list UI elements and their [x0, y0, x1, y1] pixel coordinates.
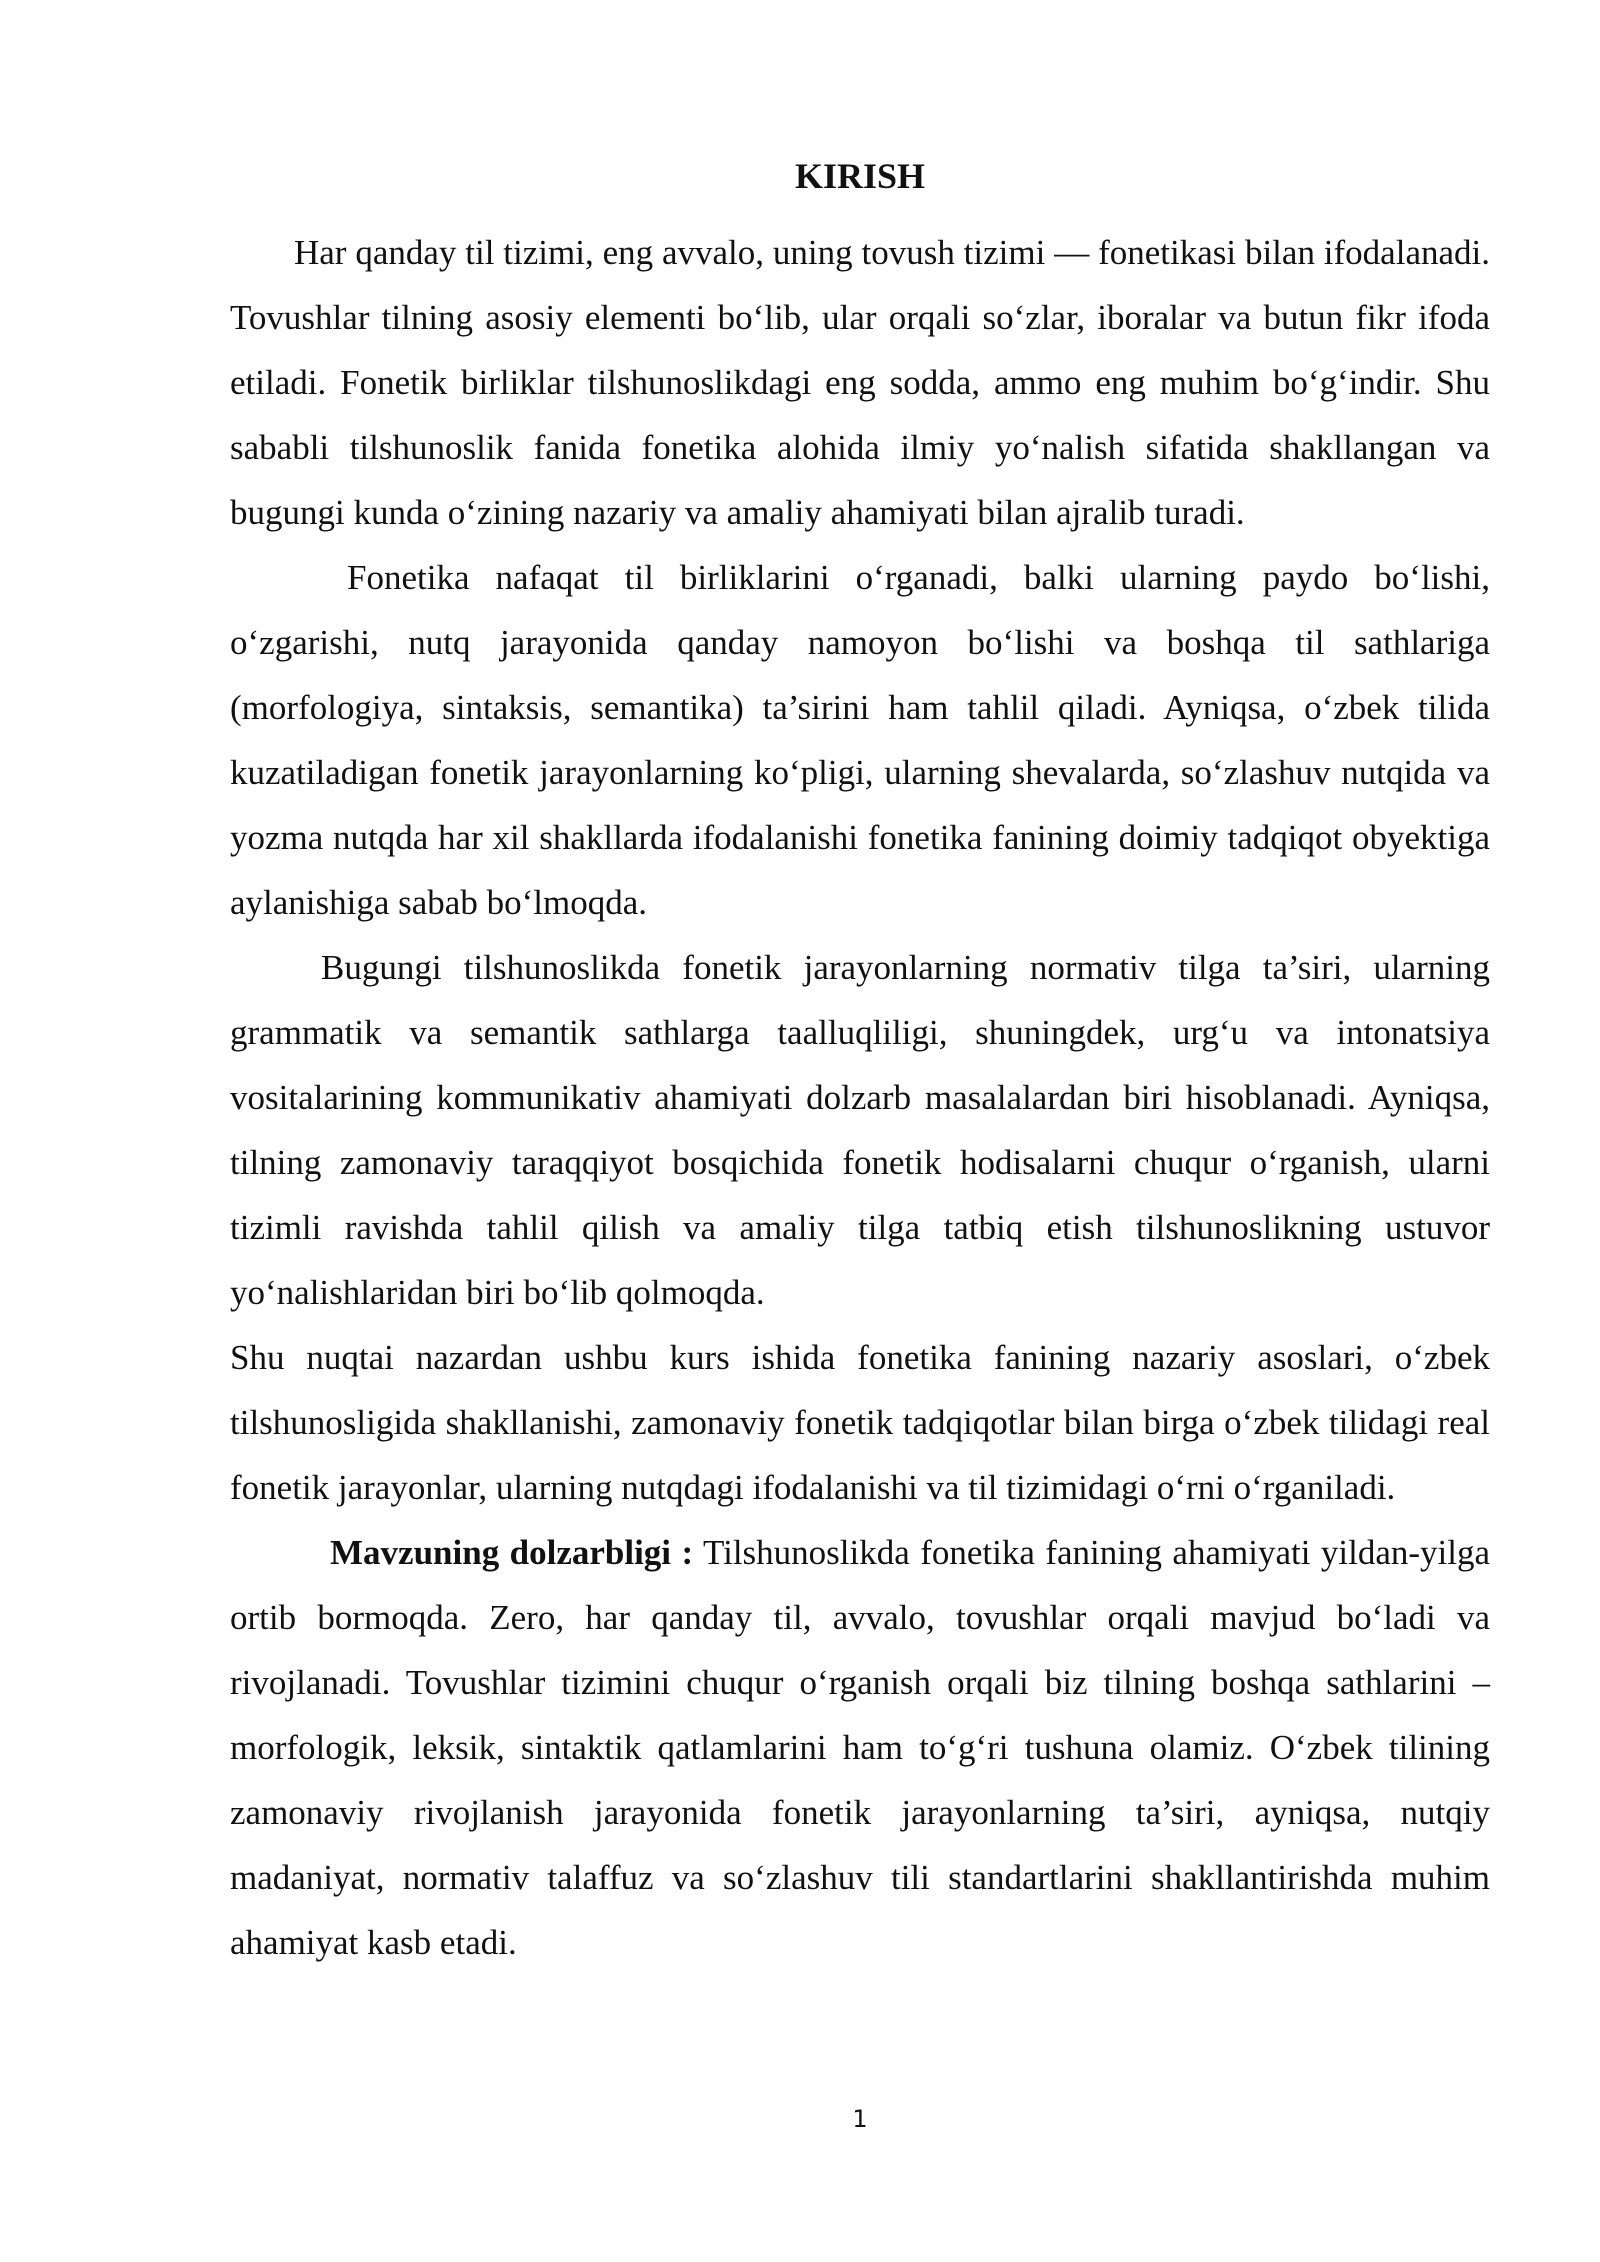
paragraph-2: Fonetika nafaqat til birliklarini o‘rganadi, balki ularning paydo bo‘lishi, o‘zgarishi, nutq jarayonida qanday namoyon bo‘lishi va boshqa til sathlariga (morfologiya, sintaksis, semantika) ta’sirini ham tahlil qiladi. Ayniqsa, o‘zbek tilida kuzatiladigan fonetik jarayonlarning ko‘pligi, ularning shevalarda, so‘zlashuv nutqida va yozma nutqda har xil shakllarda ifodalanishi fonetika fanining doimiy tadqiqot obyektiga aylanishiga sabab bo‘lmoqda. [230, 558, 1490, 922]
relevance-label: Mavzuning dolzarbligi : [330, 1533, 694, 1572]
relevance-paragraph [230, 1520, 1490, 1975]
page-number: 1 [852, 2105, 868, 2133]
document-body [230, 220, 1490, 1975]
section-title: KIRISH [794, 156, 926, 196]
paragraph-4: Shu nuqtai nazardan ushbu kurs ishida fonetika fanining nazariy asoslari, o‘zbek tilshunosligida shakllanishi, zamonaviy fonetik tadqiqotlar bilan birga o‘zbek tilidagi real fonetik jarayonlar, ularning nutqdagi ifodalanishi va til tizimidagi o‘rni o‘rganiladi. [230, 1338, 1490, 1507]
relevance-text: Tilshunoslikda fonetika fanining ahamiyati yildan-yilga ortib bormoqda. Zero, har qanday til, avvalo, tovushlar orqali mavjud bo‘ladi va rivojlanadi. Tovushlar tizimini chuqur o‘rganish orqali biz tilning boshqa sathlarini – morfologik, leksik, sintaktik qatlamlarini ham to‘g‘ri tushuna olamiz. O‘zbek tilining zamonaviy rivojlanish jarayonida fonetik jarayonlarning ta’siri, ayniqsa, nutqiy madaniyat, normativ talaffuz va so‘zlashuv tili standartlarini shakllantirishda muhim ahamiyat kasb etadi. [230, 1533, 1490, 1962]
paragraph-1: Har qanday til tizimi, eng avvalo, uning tovush tizimi — fonetikasi bilan ifodalanadi. Tovushlar tilning asosiy elementi bo‘lib, ular orqali so‘zlar, iboralar va butun fikr ifoda etiladi. Fonetik birliklar tilshunoslikdagi eng sodda, ammo eng muhim bo‘g‘indir. Shu sababli tilshunoslik fanida fonetika alohida ilmiy yo‘nalish sifatida shakllangan va bugungi kunda o‘zining nazariy va amaliy ahamiyati bilan ajralib turadi. [230, 233, 1490, 532]
paragraph-3: Bugungi tilshunoslikda fonetik jarayonlarning normativ tilga ta’siri, ularning grammatik va semantik sathlarga taalluqliligi, shuningdek, urg‘u va intonatsiya vositalarining kommunikativ ahamiyati dolzarb masalalardan biri hisoblanadi. Ayniqsa, tilning zamonaviy taraqqiyot bosqichida fonetik hodisalarni chuqur o‘rganish, ularni tizimli ravishda tahlil qilish va amaliy tilga tatbiq etish tilshunoslikning ustuvor yo‘nalishlaridan biri bo‘lib qolmoqda. [230, 948, 1490, 1312]
